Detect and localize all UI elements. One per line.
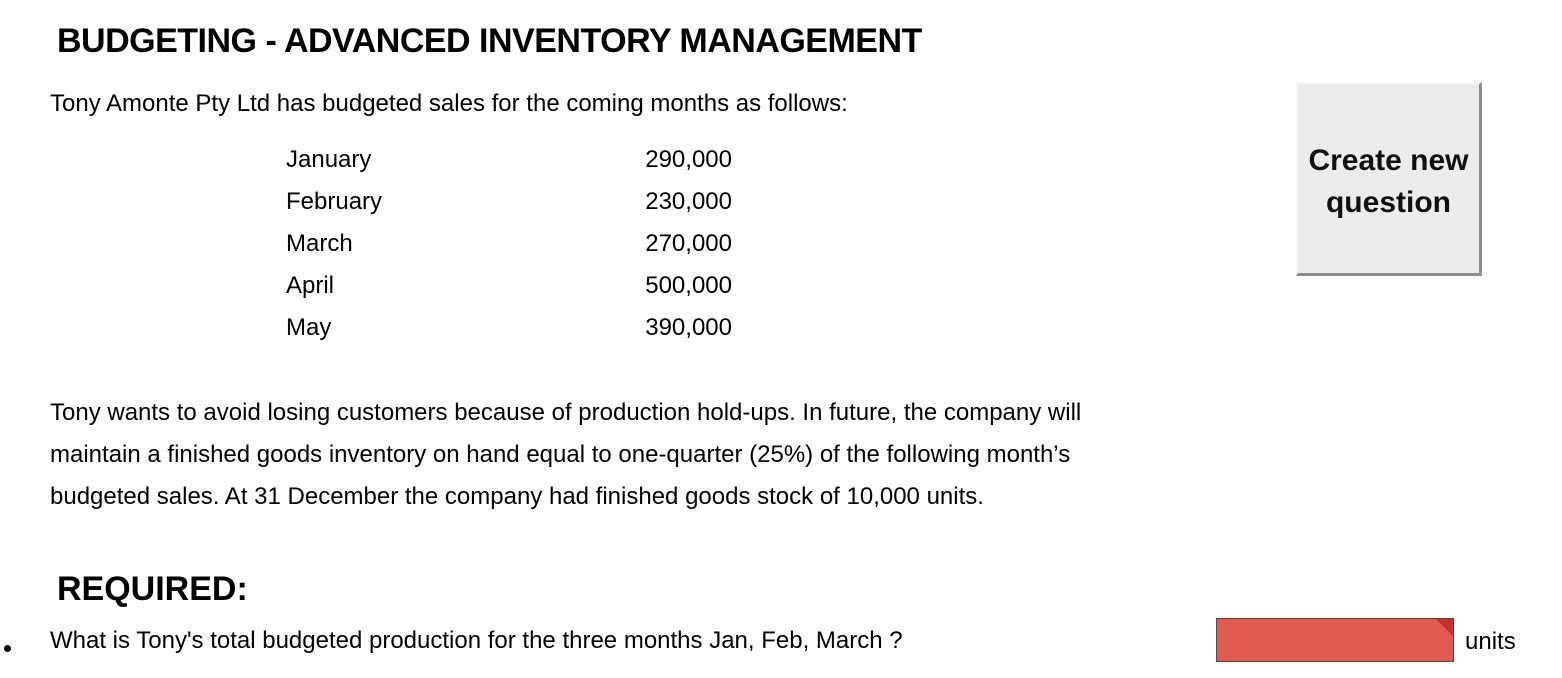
comment-indicator-icon xyxy=(1436,619,1453,636)
intro-text: Tony Amonte Pty Ltd has budgeted sales for the coming months as follows: xyxy=(50,90,848,117)
scenario-paragraph xyxy=(50,392,1160,518)
sales-month: May xyxy=(286,314,332,341)
sales-value: 390,000 xyxy=(645,314,732,341)
sales-month: January xyxy=(286,146,372,173)
page-title: BUDGETING - ADVANCED INVENTORY MANAGEMENT xyxy=(57,22,922,60)
create-button-line: question xyxy=(1325,186,1451,219)
answer-input[interactable] xyxy=(1216,618,1454,662)
sales-value: 290,000 xyxy=(645,146,732,173)
sales-row xyxy=(286,182,736,224)
scenario-line: Tony wants to avoid losing customers because of production hold-ups. In future, the company will xyxy=(50,399,1082,426)
sales-row xyxy=(286,308,736,350)
sales-row xyxy=(286,140,736,182)
scenario-line: maintain a finished goods inventory on hand equal to one-quarter (25%) of the following month’s xyxy=(50,441,1071,468)
sales-month: March xyxy=(286,230,353,257)
sales-value: 270,000 xyxy=(645,230,732,257)
sales-value: 230,000 xyxy=(645,188,732,215)
question-text: What is Tony's total budgeted production for the three months Jan, Feb, March ? xyxy=(50,627,903,654)
required-heading: REQUIRED: xyxy=(57,570,248,608)
sales-row xyxy=(286,224,736,266)
scenario-line: budgeted sales. At 31 December the company had finished goods stock of 10,000 units. xyxy=(50,483,984,510)
sales-row xyxy=(286,266,736,308)
sales-value: 500,000 xyxy=(645,272,732,299)
create-button-line: Create new xyxy=(1308,144,1469,177)
units-label: units xyxy=(1465,628,1516,655)
create-new-question-button[interactable] xyxy=(1296,82,1482,276)
sales-month: April xyxy=(286,272,335,299)
sales-table xyxy=(286,140,736,350)
create-button-label xyxy=(1308,140,1468,224)
bullet-icon xyxy=(4,645,11,652)
sales-month: February xyxy=(286,188,383,215)
